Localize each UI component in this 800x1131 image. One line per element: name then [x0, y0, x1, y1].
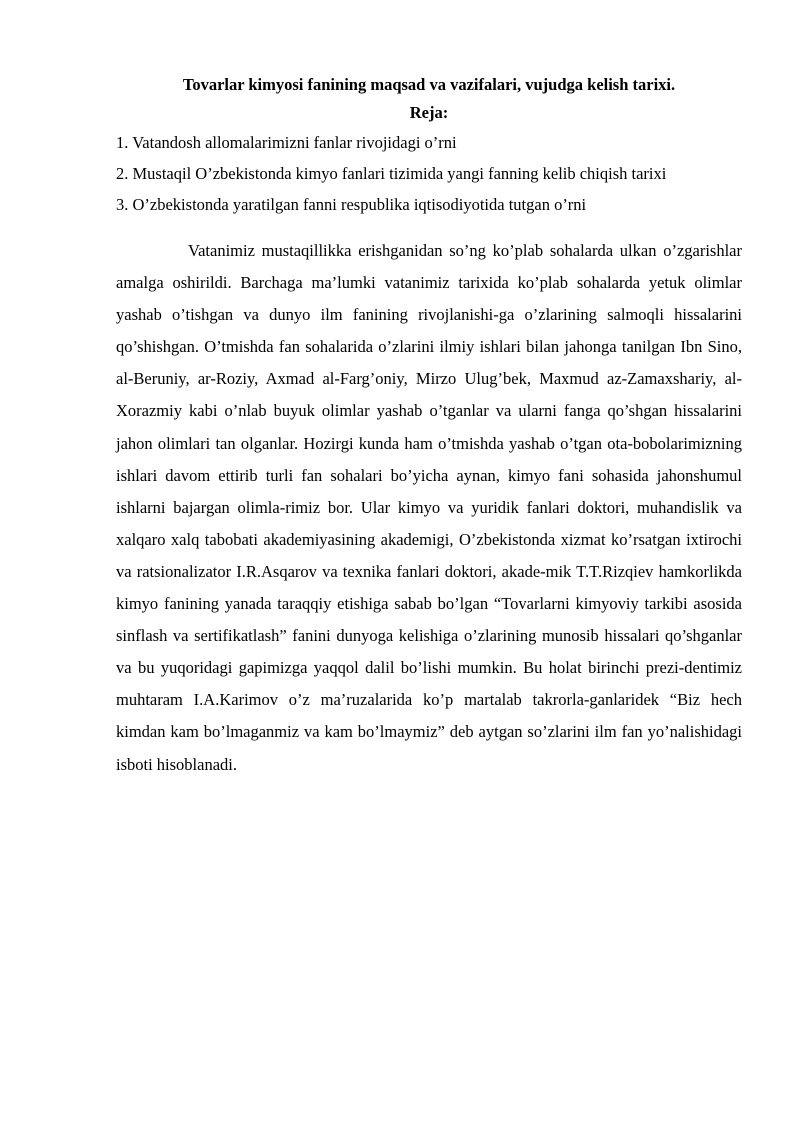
plan-item-1: 1. Vatandosh allomalarimizni fanlar rivojidagi o’rni: [116, 133, 457, 152]
body-paragraph: Vatanimiz mustaqillikka erishganidan so’ng ko’plab sohalarda ulkan o’zgarishlar amalga oshirildi. Barchaga ma’lumki vatanimiz tarixida ko’plab sohalarda yetuk olimlar yashab o’tishgan va dunyo ilm fanining rivojlanishi-ga o’zlarining salmoqli hissalarini qo’shishgan. O’tmishda fan sohalarida o’zlarini ilmiy ishlari bilan jahonga tanilgan Ibn Sino, al-Beruniy, ar-Roziy, Axmad al-Farg’oniy, Mirzo Ulug’bek, Maxmud az-Zamaxshariy, al-Xorazmiy kabi o’nlab buyuk olimlar yashab o’tganlar va ularni fanga qo’shgan hissalarini jahon olimlari tan olganlar. Hozirgi kunda ham o’tmishda yashab o’tgan ota-bobolarimizning ishlari davom ettirib turli fan sohalari bo’yicha aynan, kimyo fani sohasida jahonshumul ishlarni bajargan olimla-rimiz bor. Ular kimyo va yuridik fanlari doktori, muhandislik va xalqaro xalq tabobati akademiyasining akademigi, O’zbekistonda xizmat ko’rsatgan ixtirochi va ratsionalizator I.R.Asqarov va texnika fanlari doktori, akade-mik T.T.Rizqiev hamkorlikda kimyo fanining yanada taraqqiy etishiga sabab bo’lgan “Tovarlarni kimyoviy tarkibi asosida sinflash va sertifikatlash” fanini dunyoga kelishiga o’zlarining munosib hissalari qo’shganlar va bu yuqoridagi gapimizga yaqqol dalil bo’lishi mumkin. Bu holat birinchi prezi-dentimiz muhtaram I.A.Karimov o’z ma’ruzalarida ko’p martalab takrorla-ganlaridek “Biz hech kimdan kam bo’lmaganmiz va kam bo’lmaymiz” deb aytgan so’zlarini ilm fan yo’nalishidagi isboti hisoblanadi.: [116, 241, 742, 774]
plan-item-2: 2. Mustaqil O’zbekistonda kimyo fanlari tizimida yangi fanning kelib chiqish tarixi: [116, 164, 667, 183]
plan-heading: Reja:: [409, 103, 449, 122]
document-title: Tovarlar kimyosi fanining maqsad va vazifalari, vujudga kelish tarixi.: [182, 75, 676, 94]
document-content: [116, 72, 742, 781]
plan-item-3: 3. O’zbekistonda yaratilgan fanni respublika iqtisodiyotida tutgan o’rni: [116, 195, 587, 214]
plan-list: [116, 133, 742, 215]
